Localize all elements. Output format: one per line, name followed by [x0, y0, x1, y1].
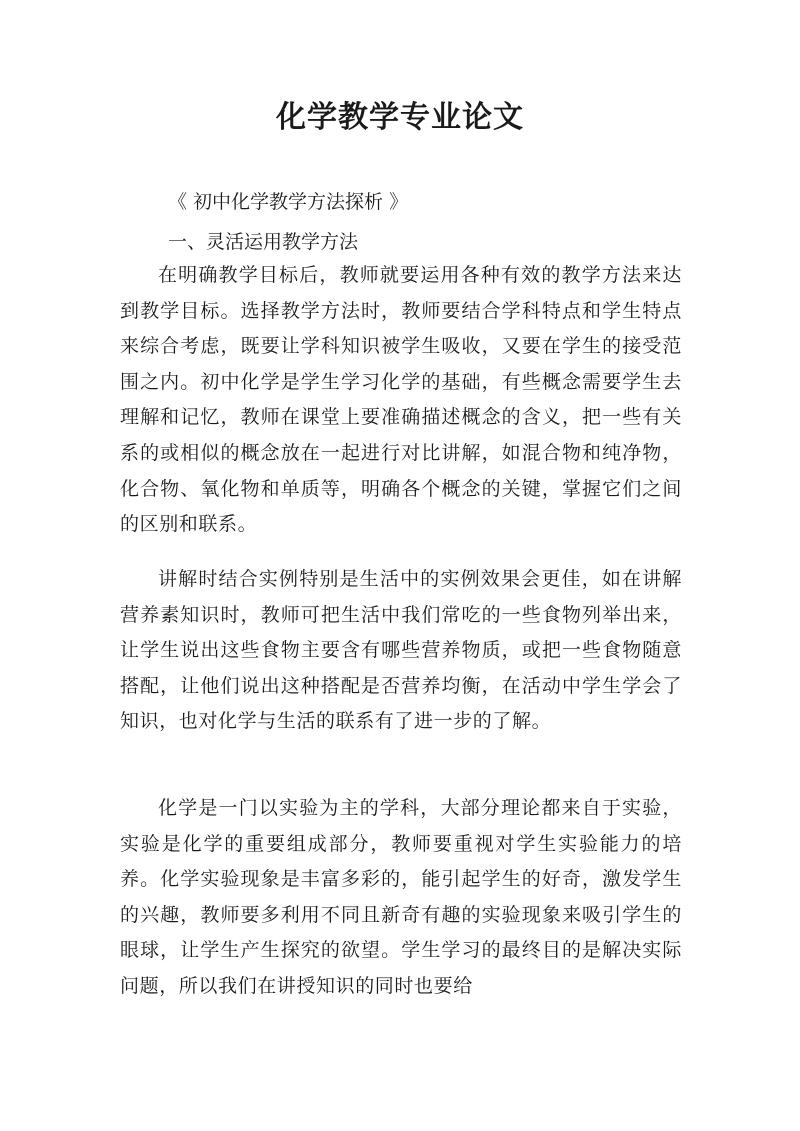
article-subtitle: 《 初中化学教学方法探析 》 — [168, 191, 409, 213]
body-paragraph: 化学是一门以实验为主的学科，大部分理论都来自于实验，实验是化学的重要组成部分，教师要重视对学生实验能力的培养。化学实验现象是丰富多彩的，能引起学生的好奇，激发学生的兴趣，教师要多利用不同且新奇有趣的实验现象来吸引学生的眼球，让学生产生探究的欲望。学生学习的最终目的是解决实际问题，所以我们在讲授知识的同时也要给 — [120, 797, 682, 997]
section-heading: 一、灵活运用教学方法 — [168, 231, 359, 253]
body-paragraph: 讲解时结合实例特别是生活中的实例效果会更佳，如在讲解营养素知识时，教师可把生活中我们常吃的一些食物列举出来，让学生说出这些食物主要含有哪些营养物质，或把一些食物随意搭配，让他们说出这种搭配是否营养均衡，在活动中学生学会了知识，也对化学与生活的联系有了进一步的了解。 — [120, 568, 682, 733]
body-paragraph: 在明确教学目标后，教师就要运用各种有效的教学方法来达到教学目标。选择教学方法时，教师要结合学科特点和学生特点来综合考虑，既要让学科知识被学生吸收，又要在学生的接受范围之内。初中化学是学生学习化学的基础，有些概念需要学生去理解和记忆，教师在课堂上要准确描述概念的含义，把一些有关系的或相似的概念放在一起进行对比讲解，如混合物和纯净物，化合物、氧化物和单质等，明确各个概念的关键，掌握它们之间的区别和联系。 — [120, 264, 682, 536]
document-title: 化学教学专业论文 — [276, 100, 524, 135]
